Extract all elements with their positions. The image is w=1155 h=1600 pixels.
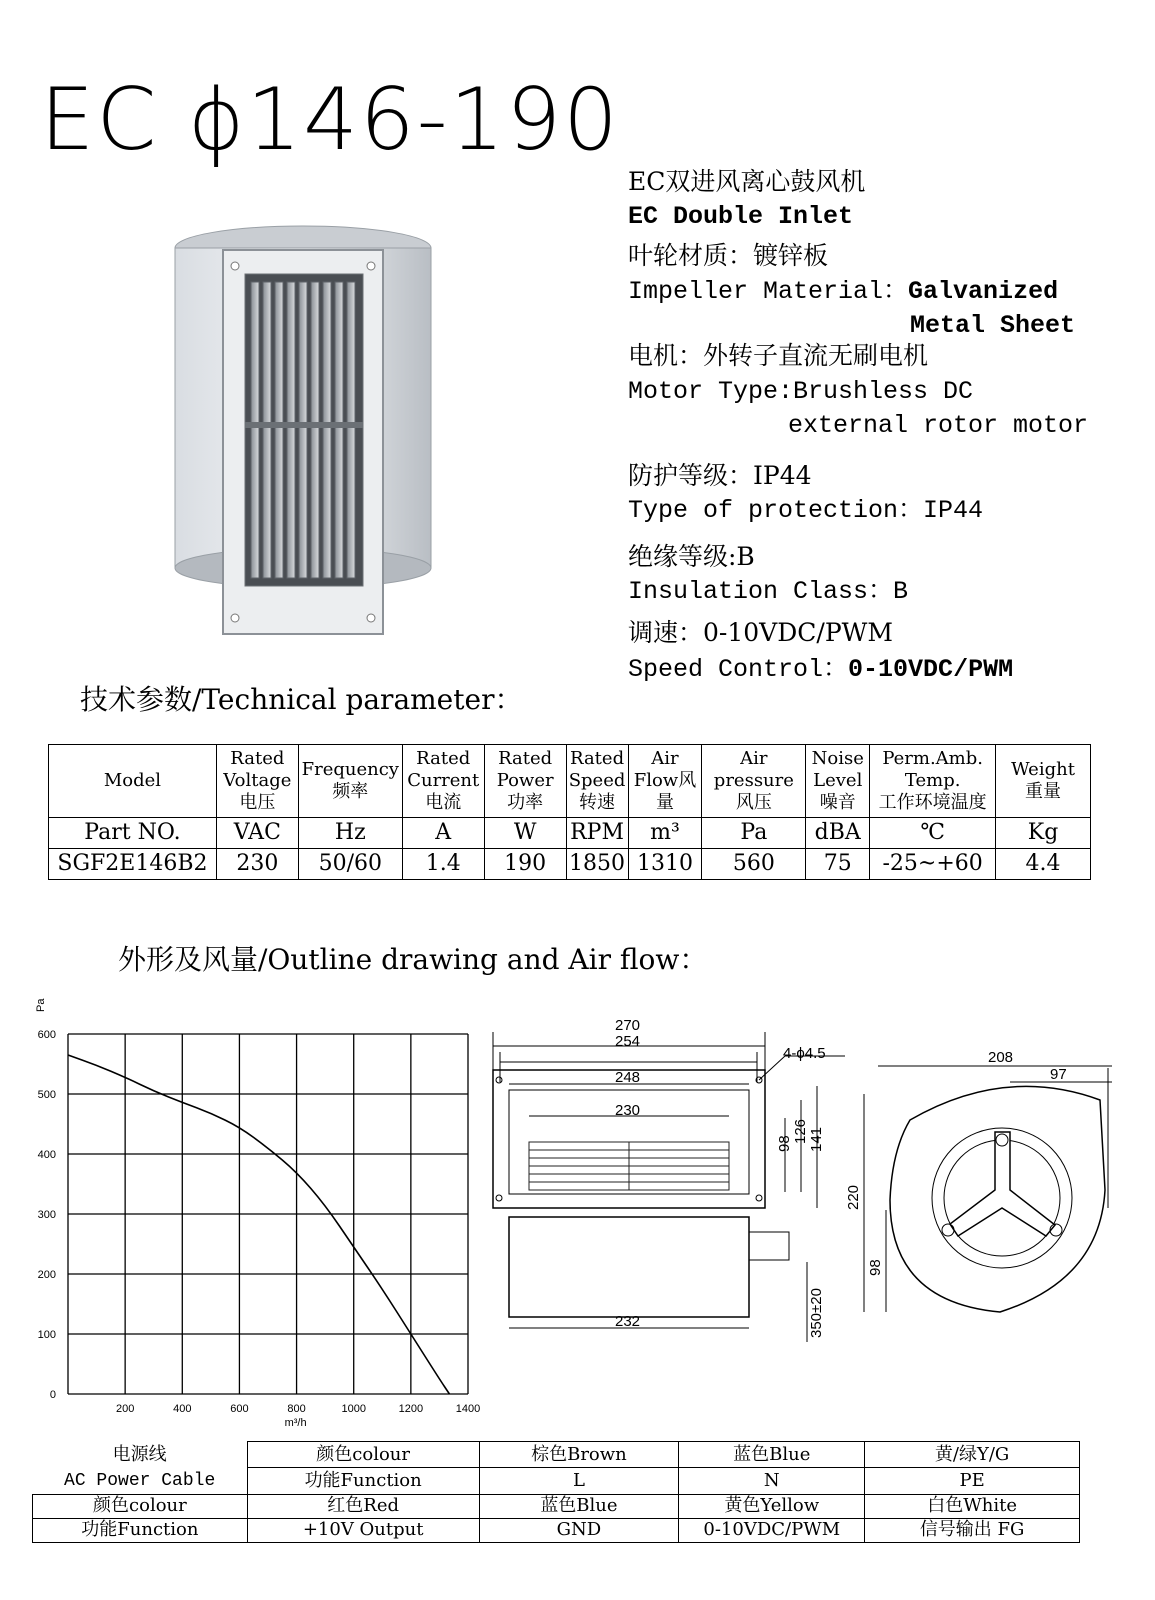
th-airflow-l1: Air xyxy=(651,748,679,769)
dim-141: 141 xyxy=(808,1126,825,1152)
spec-protection-cn: 防护等级：IP44 xyxy=(628,461,812,490)
dim-98-side: 98 xyxy=(867,1259,884,1276)
spec-protection-en xyxy=(628,495,983,527)
outline-heading: 外形及风量/Outline drawing and Air flow： xyxy=(118,943,708,976)
spec-speed-cn: 调速：0-10VDC/PWM xyxy=(628,618,893,647)
y-tick-label: 100 xyxy=(37,1329,56,1341)
cable-cell: 蓝色Blue xyxy=(679,1442,865,1468)
airflow-chart xyxy=(20,990,500,1430)
chart-grid xyxy=(68,1034,468,1394)
unit-cell: m³ xyxy=(628,818,702,849)
value-cell: 4.4 xyxy=(996,849,1091,880)
cable-cell: 白色White xyxy=(865,1494,1080,1518)
spec-insulation-en xyxy=(628,576,908,608)
cable-cell: 功能Function xyxy=(33,1518,248,1542)
th-weight xyxy=(996,745,1091,818)
cable-row-4 xyxy=(33,1518,1080,1542)
cable-cell: 颜色colour xyxy=(33,1494,248,1518)
cable-cell: N xyxy=(679,1468,865,1494)
chart-y-ticks xyxy=(38,1029,56,1401)
th-airflow xyxy=(628,745,702,818)
y-tick-label: 300 xyxy=(37,1209,56,1221)
th-model xyxy=(49,745,217,818)
th-current-l1: Rated xyxy=(416,748,471,769)
impeller-label: Impeller Material： xyxy=(628,277,909,306)
th-model-l1: Model xyxy=(103,770,162,791)
th-voltage-l2: Voltage xyxy=(223,770,292,791)
tech-table xyxy=(48,744,1091,880)
impeller-value-2: Metal Sheet xyxy=(910,311,1076,340)
cable-label-en: AC Power Cable xyxy=(64,1470,216,1491)
x-tick-label: 1000 xyxy=(341,1403,366,1415)
dim-126: 126 xyxy=(792,1118,809,1144)
impeller-value-1: Galvanized xyxy=(908,277,1059,306)
unit-cell: Part NO. xyxy=(49,818,217,849)
value-cell: -25~+60 xyxy=(870,849,996,880)
blower-photo xyxy=(165,222,415,642)
cable-cell: 蓝色Blue xyxy=(479,1494,679,1518)
protection-value: IP44 xyxy=(923,496,984,525)
th-power-l1: Rated xyxy=(498,748,553,769)
value-cell: SGF2E146B2 xyxy=(49,849,217,880)
value-cell: 560 xyxy=(702,849,806,880)
insulation-label: Insulation Class： xyxy=(628,577,894,606)
x-tick-label: 600 xyxy=(230,1403,249,1415)
spec-product-cn: EC双进风离心鼓风机 xyxy=(628,167,866,196)
unit-cell: Pa xyxy=(702,818,806,849)
cable-cell: L xyxy=(479,1468,679,1494)
dim-248: 248 xyxy=(615,1069,641,1086)
th-voltage-l3: 电压 xyxy=(239,792,276,813)
th-voltage xyxy=(216,745,298,818)
cable-label-cn: 电源线 xyxy=(112,1443,167,1465)
speed-value: 0-10VDC/PWM xyxy=(848,655,1014,684)
th-speed-l3: 转速 xyxy=(579,792,616,813)
th-noise-l1: Noise xyxy=(811,748,864,769)
y-tick-label: 200 xyxy=(37,1269,56,1281)
dim-208: 208 xyxy=(988,1049,1014,1066)
value-cell: 1310 xyxy=(628,849,702,880)
th-temp xyxy=(870,745,996,818)
dim-254: 254 xyxy=(615,1033,641,1050)
unit-cell: W xyxy=(484,818,566,849)
th-noise xyxy=(806,745,870,818)
side-outline-drawing xyxy=(845,1040,1125,1330)
cable-cell: 红色Red xyxy=(247,1494,479,1518)
cable-row-1 xyxy=(33,1442,1080,1468)
speed-label: Speed Control： xyxy=(628,655,849,684)
spec-motor-en-2: external rotor motor xyxy=(788,411,1089,440)
th-power xyxy=(484,745,566,818)
cable-label xyxy=(33,1442,248,1495)
cable-cell: +10V Output xyxy=(247,1518,479,1542)
th-speed xyxy=(566,745,628,818)
unit-cell: A xyxy=(402,818,484,849)
tech-header-row xyxy=(49,745,1091,818)
th-power-l2: Power xyxy=(496,770,554,791)
unit-cell: VAC xyxy=(216,818,298,849)
cable-cell: GND xyxy=(479,1518,679,1542)
cable-cell: PE xyxy=(865,1468,1080,1494)
dim-220: 220 xyxy=(845,1184,862,1210)
dim-232: 232 xyxy=(615,1313,641,1330)
value-cell: 75 xyxy=(806,849,870,880)
chart-x-ticks xyxy=(116,1403,480,1415)
cable-cell: 0-10VDC/PWM xyxy=(679,1518,865,1542)
th-pressure-l1: Air xyxy=(740,748,768,769)
th-frequency-l1: Frequency xyxy=(301,759,399,780)
x-tick-label: 1200 xyxy=(398,1403,424,1415)
cable-table xyxy=(32,1441,1080,1543)
th-temp-l3: 工作环境温度 xyxy=(878,792,987,813)
value-cell: 1850 xyxy=(566,849,628,880)
cable-cell: 颜色colour xyxy=(247,1442,479,1468)
th-pressure-l2: pressure xyxy=(713,770,794,791)
th-current-l2: Current xyxy=(407,770,480,791)
th-weight-l2: 重量 xyxy=(1025,781,1062,802)
dim-270: 270 xyxy=(615,1017,641,1034)
cable-cell: 黄/绿Y/G xyxy=(865,1442,1080,1468)
x-tick-label: 200 xyxy=(115,1403,135,1415)
x-tick-label: 800 xyxy=(287,1403,306,1415)
dim-230: 230 xyxy=(615,1102,641,1119)
th-voltage-l1: Rated xyxy=(230,748,285,769)
tech-units-row xyxy=(49,818,1091,849)
th-airflow-l2: Flow风 xyxy=(633,770,697,791)
tech-heading: 技术参数/Technical parameter： xyxy=(80,683,523,716)
cable-cell: 黄色Yellow xyxy=(679,1494,865,1518)
dim-97: 97 xyxy=(1050,1066,1067,1083)
th-current xyxy=(402,745,484,818)
th-speed-l1: Rated xyxy=(569,748,625,769)
cable-cell: 棕色Brown xyxy=(479,1442,679,1468)
y-axis-label: Pa xyxy=(35,998,47,1012)
y-tick-label: 400 xyxy=(37,1149,56,1161)
th-temp-l1: Perm.Amb. xyxy=(882,748,983,769)
cable-row-3 xyxy=(33,1494,1080,1518)
th-pressure xyxy=(702,745,806,818)
dim-98-front: 98 xyxy=(776,1135,793,1152)
page-title: EC ϕ146-190 xyxy=(40,70,620,170)
value-cell: 230 xyxy=(216,849,298,880)
th-temp-l2: Temp. xyxy=(904,770,961,791)
spec-product-en: EC Double Inlet xyxy=(628,202,854,231)
th-noise-l2: Level xyxy=(813,770,863,791)
th-current-l3: 电流 xyxy=(425,792,462,813)
spec-impeller-cn: 叶轮材质：镀锌板 xyxy=(628,241,829,270)
unit-cell: Hz xyxy=(298,818,402,849)
spec-impeller-en xyxy=(628,276,1058,308)
value-cell: 190 xyxy=(484,849,566,880)
value-cell: 1.4 xyxy=(402,849,484,880)
dim-cable: 350±20 xyxy=(808,1288,825,1338)
spec-speed-en xyxy=(628,654,1013,686)
th-power-l3: 功率 xyxy=(507,792,544,813)
front-outline-drawing xyxy=(485,1012,855,1357)
th-frequency xyxy=(298,745,402,818)
y-tick-label: 500 xyxy=(37,1089,56,1101)
th-weight-l1: Weight xyxy=(1011,759,1075,780)
y-tick-label: 600 xyxy=(37,1029,56,1041)
insulation-value: B xyxy=(893,577,909,606)
unit-cell: ℃ xyxy=(870,818,996,849)
dim-holes: 4-ϕ4.5 xyxy=(783,1045,826,1062)
x-axis-label: m³/h xyxy=(284,1417,307,1429)
th-noise-l3: 噪音 xyxy=(819,792,856,813)
unit-cell: dBA xyxy=(806,818,870,849)
spec-motor-en-1: Motor Type:Brushless DC xyxy=(628,377,974,406)
y-tick-label: 0 xyxy=(49,1389,56,1401)
tech-values-row xyxy=(49,849,1091,880)
value-cell: 50/60 xyxy=(298,849,402,880)
x-tick-label: 400 xyxy=(173,1403,192,1415)
spec-motor-cn: 电机：外转子直流无刷电机 xyxy=(628,341,929,370)
x-tick-label: 1400 xyxy=(455,1403,481,1415)
unit-cell: RPM xyxy=(566,818,628,849)
th-pressure-l3: 风压 xyxy=(735,792,772,813)
th-frequency-l2: 频率 xyxy=(332,781,369,802)
cable-cell: 信号输出 FG xyxy=(865,1518,1080,1542)
th-airflow-l3: 量 xyxy=(655,792,674,813)
spec-insulation-cn: 绝缘等级:B xyxy=(628,542,755,571)
th-speed-l2: Speed xyxy=(568,770,626,791)
protection-label: Type of protection： xyxy=(628,496,924,525)
cable-cell: 功能Function xyxy=(247,1468,479,1494)
unit-cell: Kg xyxy=(996,818,1091,849)
